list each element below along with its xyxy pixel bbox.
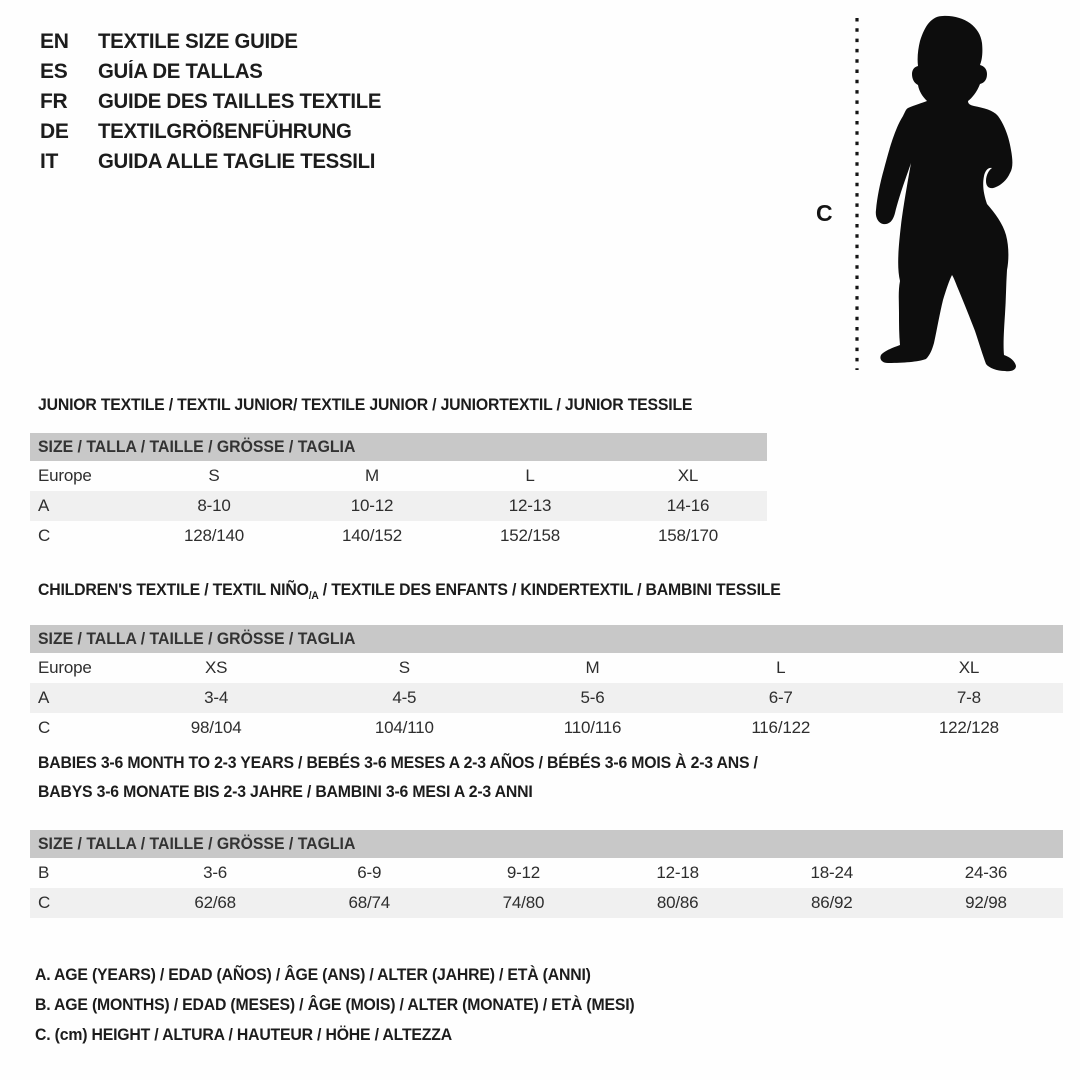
table-row [30,858,1063,888]
value-cell: 6-7 [768,688,793,707]
language-code: IT [40,150,59,173]
language-row [40,117,390,147]
language-code: FR [40,90,68,113]
language-guide-title: TEXTILGRÖßENFÜHRUNG [98,120,352,143]
title-segment: / TEXTILE DES ENFANTS / KINDERTEXTIL / BAMBINI TESSILE [318,580,781,599]
value-cell: L [776,658,786,677]
language-guide-title: TEXTILE SIZE GUIDE [98,30,298,53]
value-cell: M [365,466,379,485]
value-cell: 14-16 [666,496,710,515]
row-label-cell: C [38,893,51,912]
value-cell: 116/122 [751,718,811,737]
row-label-cell: C [38,526,51,545]
section-title-line [38,777,1063,806]
size-header-text: SIZE / TALLA / TAILLE / GRÖSSE / TAGLIA [38,629,356,648]
children-textile-section [30,575,1063,743]
value-cell: 86/92 [811,893,853,912]
value-cell: 8-10 [197,496,231,515]
legend-line [35,960,680,990]
table-row [30,888,1063,918]
value-cell: 122/128 [938,718,999,737]
row-label-cell: C [38,718,51,737]
value-cell: 4-5 [392,688,417,707]
language-code: DE [40,120,69,143]
toddler-silhouette-icon [876,16,1016,371]
value-cell: 92/98 [965,893,1007,912]
subscript-text: /A [308,590,319,602]
row-label-cell: A [38,496,50,515]
language-code: ES [40,60,68,83]
value-cell: 3-6 [203,863,228,882]
size-header-text: SIZE / TALLA / TAILLE / GRÖSSE / TAGLIA [38,834,356,853]
language-row [40,87,390,117]
legend-line-text: A. AGE (YEARS) / EDAD (AÑOS) / ÂGE (ANS) / ALTER (JAHRE) / ETÀ (ANNI) [35,965,591,984]
value-cell: 7-8 [956,688,981,707]
height-measure-label: C [816,200,833,226]
value-cell: 18-24 [810,863,854,882]
row-label-cell: Europe [38,466,92,485]
value-cell: 80/86 [656,893,699,912]
value-cell: 12-18 [656,863,699,882]
value-cell: 10-12 [350,496,394,515]
language-guide-title: GUIDE DES TAILLES TEXTILE [98,90,382,113]
title-segment: CHILDREN'S TEXTILE / TEXTIL NIÑO [38,580,309,599]
value-cell: 140/152 [341,526,403,545]
value-cell: 104/110 [374,718,434,737]
value-cell: 68/74 [348,893,391,912]
row-label-cell: A [38,688,50,707]
value-cell: 152/158 [499,526,561,545]
table-row [30,713,1063,743]
value-cell: 5-6 [580,688,605,707]
language-title-list [40,27,390,177]
value-cell: M [585,658,600,677]
value-cell: S [398,658,410,677]
language-code: EN [40,30,69,53]
section-title-text [38,390,692,419]
value-cell: 110/116 [563,718,622,737]
value-cell: XS [204,658,228,677]
legend-line [35,990,680,1020]
value-cell: L [525,466,535,485]
value-cell: 74/80 [502,893,545,912]
language-guide-title: GUÍA DE TALLAS [98,60,263,83]
section-title-block [30,575,1063,611]
size-header-band [30,830,1063,858]
section-title-line [38,748,1063,777]
language-guide-title: GUIDA ALLE TAGLIE TESSILI [98,150,376,173]
toddler-figure [806,6,1050,380]
value-cell: S [208,466,220,485]
value-cell: 3-4 [204,688,229,707]
language-row [40,57,390,87]
value-cell: 98/104 [190,718,242,737]
section-title-text [38,777,533,806]
section-title-line [38,390,767,419]
legend-line [35,1020,680,1050]
title-segment: JUNIOR TEXTILE / TEXTIL JUNIOR/ TEXTILE JUNIOR / JUNIORTEXTIL / JUNIOR TESSILE [38,395,693,414]
section-title-block [30,748,1063,806]
value-cell: XL [677,466,699,485]
junior-textile-section [30,390,767,551]
row-label-cell: B [38,863,50,882]
language-row [40,147,390,177]
value-cell: XL [958,658,980,677]
legend-line-text: C. (cm) HEIGHT / ALTURA / HAUTEUR / HÖHE / ALTEZZA [35,1025,452,1044]
section-title-text [38,748,758,777]
size-header-band [30,625,1063,653]
table-row [30,521,767,551]
section-title-line [38,575,1063,611]
legend-line-text: B. AGE (MONTHS) / EDAD (MESES) / ÂGE (MOIS) / ALTER (MONATE) / ETÀ (MESI) [35,995,635,1014]
value-cell: 128/140 [183,526,245,545]
value-cell: 24-36 [964,863,1008,882]
table-row [30,461,767,491]
babies-textile-section [30,748,1063,918]
size-header-band [30,433,767,461]
table-row [30,653,1063,683]
value-cell: 9-12 [506,863,541,882]
title-segment: BABYS 3-6 MONATE BIS 2-3 JAHRE / BAMBINI 3-6 MESI A 2-3 ANNI [38,782,533,801]
size-header-text: SIZE / TALLA / TAILLE / GRÖSSE / TAGLIA [38,437,356,456]
section-title-block [30,390,767,419]
language-row [40,27,390,57]
section-title-text [38,575,781,611]
row-label-cell: Europe [38,658,92,677]
value-cell: 12-13 [508,496,552,515]
table-row [30,683,1063,713]
value-cell: 62/68 [194,893,236,912]
table-row [30,491,767,521]
measurement-legend [35,960,680,1050]
title-segment: BABIES 3-6 MONTH TO 2-3 YEARS / BEBÉS 3-6 MESES A 2-3 AÑOS / BÉBÉS 3-6 MOIS À 2-3 ANS / [38,753,758,772]
value-cell: 6-9 [357,863,382,882]
value-cell: 158/170 [657,526,719,545]
